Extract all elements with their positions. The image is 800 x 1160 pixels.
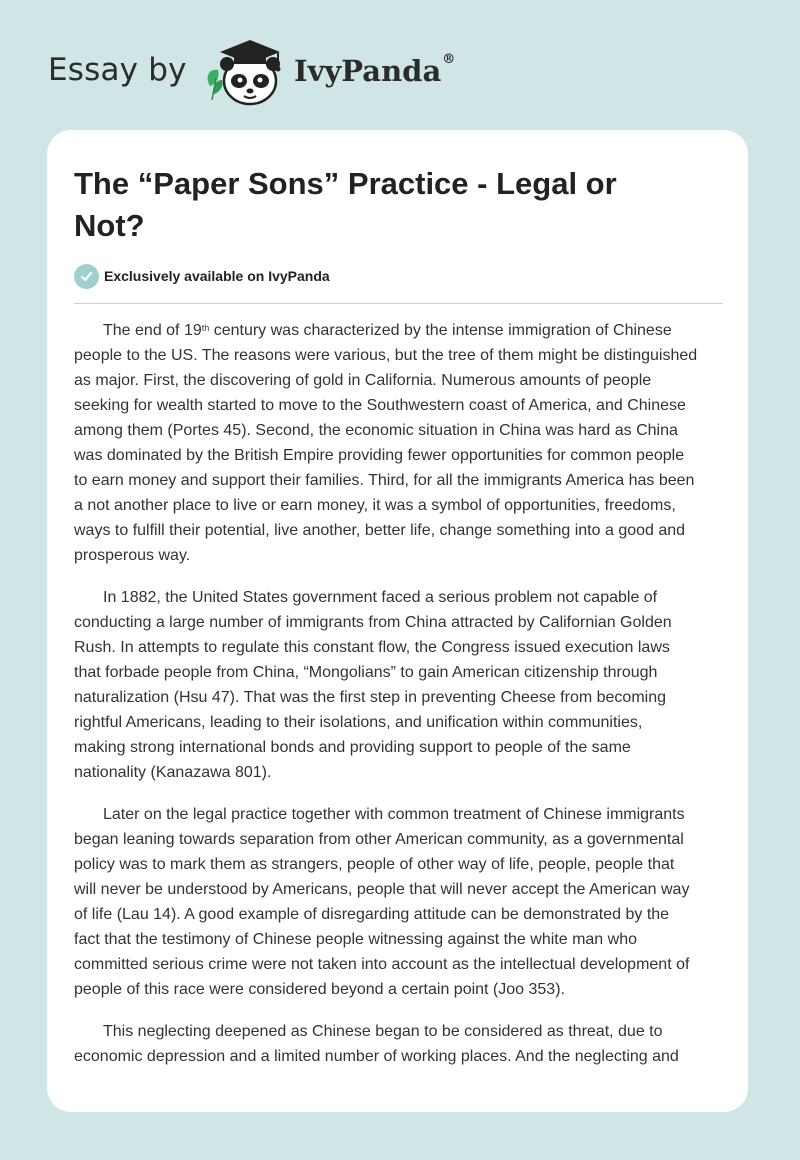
- divider: [74, 303, 723, 304]
- site-header: [48, 34, 508, 114]
- exclusive-label: Exclusively available on IvyPanda: [104, 268, 330, 284]
- ordinal-superscript: th: [201, 323, 210, 333]
- paragraph-4: This neglecting deepened as Chinese began to be considered as threat, due to economic depression and a limited number of working places. And the neglecting and: [74, 1023, 679, 1065]
- essay-body: [74, 318, 725, 1086]
- brand-name[interactable]: IvyPanda®: [294, 52, 456, 88]
- check-icon: [74, 264, 99, 289]
- registered-mark: ®: [442, 52, 456, 67]
- paragraph-2: In 1882, the United States government faced a serious problem not capable of conducting a large number of immigrants from China attracted by Californian Golden Rush. In attempts to regulate this constant flow, the Congress issued execution laws that forbade people from China, “Mongolians” to gain American citizenship through naturalization (Hsu 47). That was the first step in preventing Cheese from becoming rightful Americans, leading to their isolations, and unification within communities, making strong international bonds and providing support to people of the same nationality (Kanazawa 801).: [74, 589, 672, 781]
- panda-logo-icon[interactable]: [202, 34, 290, 110]
- essay-by-label: Essay by: [48, 52, 187, 88]
- exclusive-badge: [74, 263, 330, 289]
- essay-card: [47, 130, 748, 1112]
- essay-title: The “Paper Sons” Practice - Legal or Not?: [74, 166, 617, 243]
- paragraph-1: The end of 19th century was characterized by the intense immigration of Chinese people to the US. The reasons were various, but the tree of them might be distinguished as major. First, the discovering of gold in California. Numerous amounts of people seeking for wealth started to move to the Southwestern coast of America, and Chinese among them (Portes 45). Second, the economic situation in China was hard as China was dominated by the British Empire providing fewer opportunities for common people to earn money and support their families. Third, for all the immigrants America has been a not another place to live or earn money, it was a symbol of opportunities, freedoms, ways to fulfill their potential, live another, better life, change something into a good and prosperous way.: [74, 322, 698, 564]
- paragraph-3: Later on the legal practice together with common treatment of Chinese immigrants began leaning towards separation from other American community, as a governmental policy was to mark them as strangers, people of other way of life, people, people that will never be understood by Americans, people that will never accept the American way of life (Lau 14). A good example of disregarding attitude can be demonstrated by the fact that the testimony of Chinese people witnessing against the white man who committed serious crime were not taken into account as the intellectual development of people of this race were considered beyond a certain point (Joo 353).: [74, 806, 690, 998]
